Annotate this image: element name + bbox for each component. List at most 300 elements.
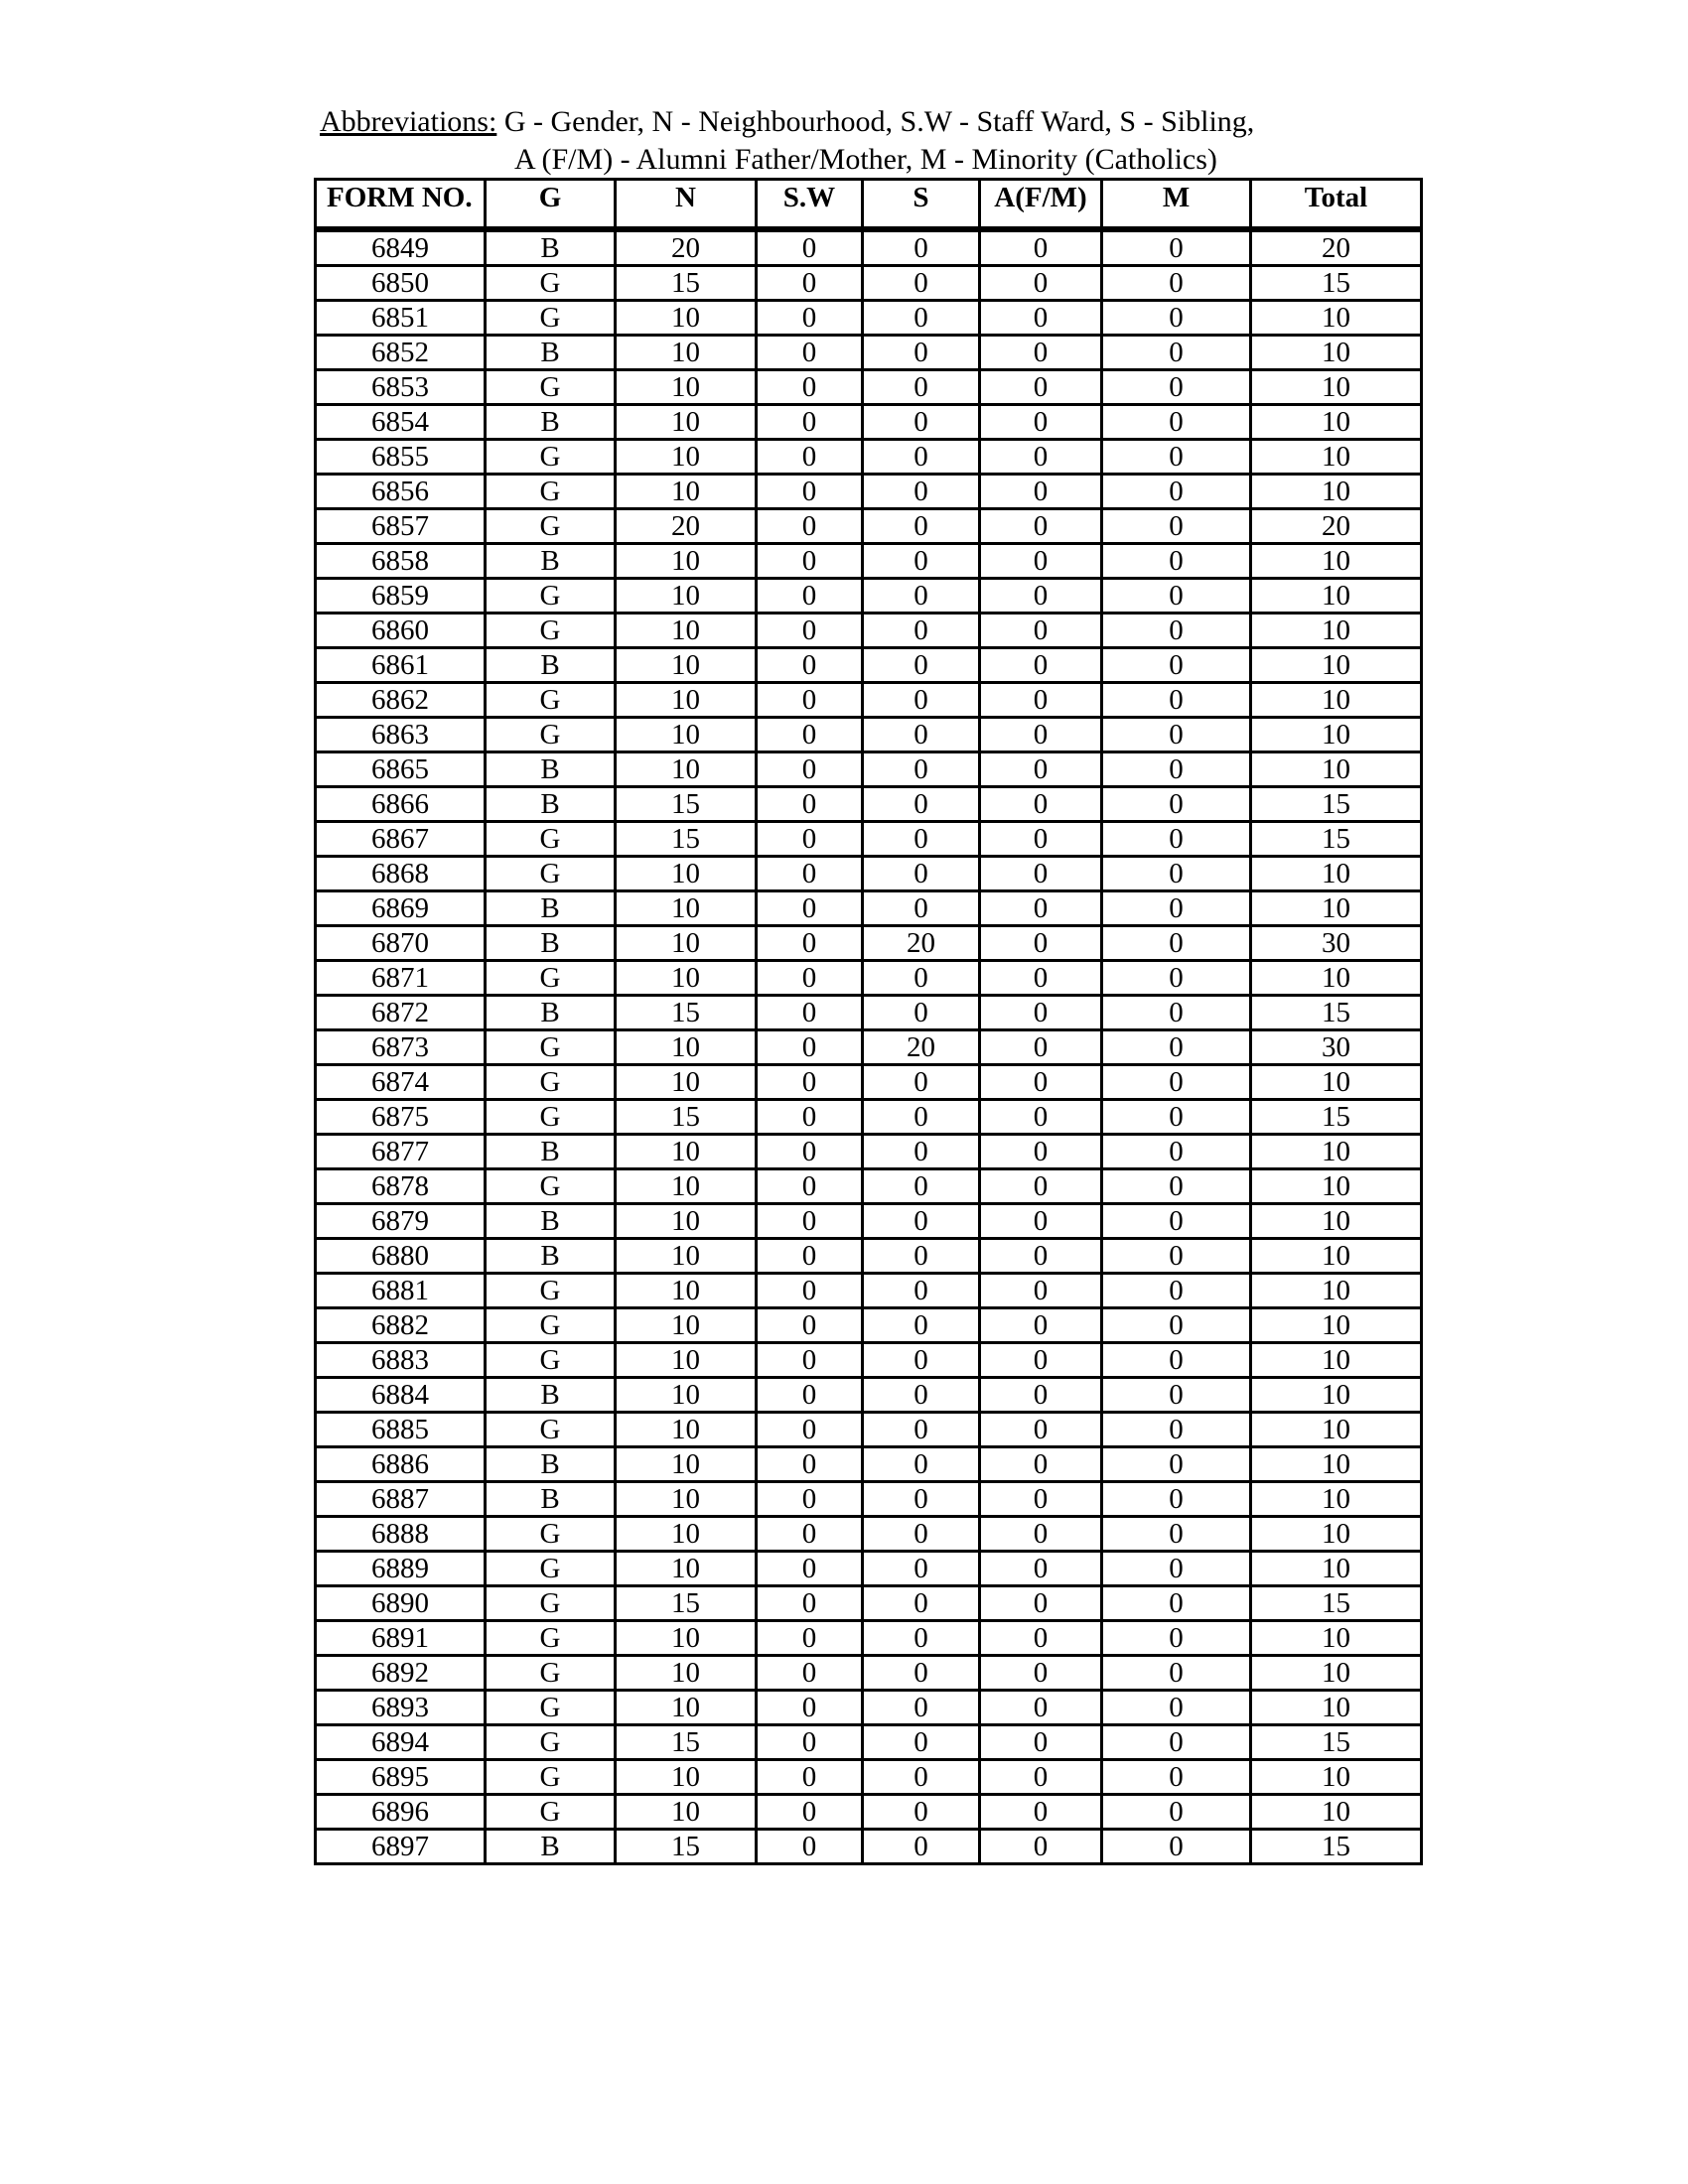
- alumni-cell: 0: [980, 1447, 1102, 1482]
- staff-ward-cell: 0: [757, 370, 863, 405]
- column-header-form-no: FORM NO.: [316, 180, 486, 230]
- total-cell: 10: [1251, 405, 1422, 440]
- sibling-cell: 0: [863, 1135, 980, 1169]
- staff-ward-cell: 0: [757, 1725, 863, 1760]
- form-no-cell: 6849: [316, 229, 486, 266]
- table-row: [316, 1135, 1422, 1169]
- minority-cell: 0: [1102, 475, 1251, 509]
- table-row: [316, 1586, 1422, 1621]
- neighbourhood-cell: 15: [616, 266, 757, 301]
- minority-cell: 0: [1102, 1656, 1251, 1691]
- minority-cell: 0: [1102, 229, 1251, 266]
- total-cell: 15: [1251, 996, 1422, 1030]
- column-header-alumni: A(F/M): [980, 180, 1102, 230]
- form-no-cell: 6891: [316, 1621, 486, 1656]
- minority-cell: 0: [1102, 1795, 1251, 1830]
- minority-cell: 0: [1102, 1030, 1251, 1065]
- alumni-cell: 0: [980, 1621, 1102, 1656]
- alumni-cell: 0: [980, 1517, 1102, 1552]
- table-row: [316, 1725, 1422, 1760]
- minority-cell: 0: [1102, 1308, 1251, 1343]
- gender-cell: G: [486, 266, 616, 301]
- total-cell: 10: [1251, 891, 1422, 926]
- gender-cell: G: [486, 1169, 616, 1204]
- staff-ward-cell: 0: [757, 1760, 863, 1795]
- form-no-cell: 6873: [316, 1030, 486, 1065]
- staff-ward-cell: 0: [757, 718, 863, 752]
- minority-cell: 0: [1102, 1100, 1251, 1135]
- minority-cell: 0: [1102, 579, 1251, 614]
- sibling-cell: 0: [863, 405, 980, 440]
- staff-ward-cell: 0: [757, 926, 863, 961]
- form-no-cell: 6865: [316, 752, 486, 787]
- total-cell: 10: [1251, 1308, 1422, 1343]
- form-no-cell: 6852: [316, 336, 486, 370]
- form-no-cell: 6893: [316, 1691, 486, 1725]
- alumni-cell: 0: [980, 1656, 1102, 1691]
- minority-cell: 0: [1102, 266, 1251, 301]
- table-row: [316, 822, 1422, 857]
- alumni-cell: 0: [980, 961, 1102, 996]
- neighbourhood-cell: 10: [616, 1760, 757, 1795]
- table-row: [316, 509, 1422, 544]
- minority-cell: 0: [1102, 614, 1251, 648]
- total-cell: 10: [1251, 857, 1422, 891]
- gender-cell: B: [486, 1378, 616, 1413]
- staff-ward-cell: 0: [757, 891, 863, 926]
- staff-ward-cell: 0: [757, 787, 863, 822]
- form-no-cell: 6867: [316, 822, 486, 857]
- sibling-cell: 0: [863, 996, 980, 1030]
- staff-ward-cell: 0: [757, 1691, 863, 1725]
- gender-cell: G: [486, 1030, 616, 1065]
- form-no-cell: 6854: [316, 405, 486, 440]
- form-no-cell: 6875: [316, 1100, 486, 1135]
- minority-cell: 0: [1102, 1169, 1251, 1204]
- gender-cell: G: [486, 475, 616, 509]
- table-row: [316, 1204, 1422, 1239]
- gender-cell: B: [486, 1830, 616, 1864]
- form-no-cell: 6868: [316, 857, 486, 891]
- table-row: [316, 1343, 1422, 1378]
- sibling-cell: 0: [863, 1378, 980, 1413]
- neighbourhood-cell: 10: [616, 1517, 757, 1552]
- sibling-cell: 0: [863, 683, 980, 718]
- staff-ward-cell: 0: [757, 1378, 863, 1413]
- neighbourhood-cell: 10: [616, 336, 757, 370]
- sibling-cell: 0: [863, 787, 980, 822]
- alumni-cell: 0: [980, 718, 1102, 752]
- alumni-cell: 0: [980, 614, 1102, 648]
- alumni-cell: 0: [980, 1482, 1102, 1517]
- sibling-cell: 0: [863, 1586, 980, 1621]
- minority-cell: 0: [1102, 718, 1251, 752]
- gender-cell: G: [486, 961, 616, 996]
- sibling-cell: 0: [863, 1621, 980, 1656]
- gender-cell: B: [486, 752, 616, 787]
- column-header-gender: G: [486, 180, 616, 230]
- total-cell: 10: [1251, 1517, 1422, 1552]
- total-cell: 10: [1251, 440, 1422, 475]
- gender-cell: G: [486, 1691, 616, 1725]
- total-cell: 10: [1251, 1274, 1422, 1308]
- minority-cell: 0: [1102, 648, 1251, 683]
- form-no-cell: 6855: [316, 440, 486, 475]
- form-no-cell: 6894: [316, 1725, 486, 1760]
- sibling-cell: 0: [863, 1795, 980, 1830]
- neighbourhood-cell: 10: [616, 1378, 757, 1413]
- alumni-cell: 0: [980, 301, 1102, 336]
- neighbourhood-cell: 20: [616, 509, 757, 544]
- minority-cell: 0: [1102, 1482, 1251, 1517]
- alumni-cell: 0: [980, 1760, 1102, 1795]
- staff-ward-cell: 0: [757, 1656, 863, 1691]
- sibling-cell: 0: [863, 1065, 980, 1100]
- neighbourhood-cell: 10: [616, 1656, 757, 1691]
- sibling-cell: 0: [863, 961, 980, 996]
- sibling-cell: 0: [863, 1517, 980, 1552]
- neighbourhood-cell: 10: [616, 1274, 757, 1308]
- alumni-cell: 0: [980, 1378, 1102, 1413]
- minority-cell: 0: [1102, 1552, 1251, 1586]
- table-row: [316, 683, 1422, 718]
- admission-points-table: [314, 178, 1423, 1865]
- minority-cell: 0: [1102, 752, 1251, 787]
- minority-cell: 0: [1102, 891, 1251, 926]
- table-row: [316, 579, 1422, 614]
- table-row: [316, 891, 1422, 926]
- minority-cell: 0: [1102, 1447, 1251, 1482]
- sibling-cell: 20: [863, 1030, 980, 1065]
- minority-cell: 0: [1102, 1691, 1251, 1725]
- neighbourhood-cell: 10: [616, 926, 757, 961]
- total-cell: 30: [1251, 926, 1422, 961]
- table-row: [316, 1482, 1422, 1517]
- staff-ward-cell: 0: [757, 1795, 863, 1830]
- abbreviations-line-1: [320, 103, 1254, 141]
- neighbourhood-cell: 10: [616, 1343, 757, 1378]
- gender-cell: B: [486, 891, 616, 926]
- total-cell: 10: [1251, 1378, 1422, 1413]
- column-header-staff-ward: S.W: [757, 180, 863, 230]
- table-row: [316, 1552, 1422, 1586]
- gender-cell: G: [486, 440, 616, 475]
- gender-cell: B: [486, 1447, 616, 1482]
- minority-cell: 0: [1102, 1517, 1251, 1552]
- alumni-cell: 0: [980, 1343, 1102, 1378]
- alumni-cell: 0: [980, 1552, 1102, 1586]
- form-no-cell: 6863: [316, 718, 486, 752]
- neighbourhood-cell: 10: [616, 718, 757, 752]
- minority-cell: 0: [1102, 961, 1251, 996]
- total-cell: 10: [1251, 475, 1422, 509]
- sibling-cell: 0: [863, 336, 980, 370]
- staff-ward-cell: 0: [757, 229, 863, 266]
- alumni-cell: 0: [980, 996, 1102, 1030]
- neighbourhood-cell: 10: [616, 1621, 757, 1656]
- table-row: [316, 475, 1422, 509]
- total-cell: 10: [1251, 961, 1422, 996]
- alumni-cell: 0: [980, 1239, 1102, 1274]
- gender-cell: G: [486, 1586, 616, 1621]
- form-no-cell: 6850: [316, 266, 486, 301]
- sibling-cell: 0: [863, 475, 980, 509]
- neighbourhood-cell: 10: [616, 1308, 757, 1343]
- table-row: [316, 1169, 1422, 1204]
- alumni-cell: 0: [980, 336, 1102, 370]
- sibling-cell: 0: [863, 1552, 980, 1586]
- gender-cell: B: [486, 1135, 616, 1169]
- gender-cell: B: [486, 405, 616, 440]
- staff-ward-cell: 0: [757, 996, 863, 1030]
- gender-cell: G: [486, 1343, 616, 1378]
- alumni-cell: 0: [980, 822, 1102, 857]
- staff-ward-cell: 0: [757, 822, 863, 857]
- form-no-cell: 6895: [316, 1760, 486, 1795]
- table-row: [316, 1621, 1422, 1656]
- minority-cell: 0: [1102, 405, 1251, 440]
- gender-cell: G: [486, 1795, 616, 1830]
- table-row: [316, 996, 1422, 1030]
- total-cell: 10: [1251, 1135, 1422, 1169]
- alumni-cell: 0: [980, 1169, 1102, 1204]
- column-header-neighbourhood: N: [616, 180, 757, 230]
- form-no-cell: 6879: [316, 1204, 486, 1239]
- alumni-cell: 0: [980, 1135, 1102, 1169]
- minority-cell: 0: [1102, 336, 1251, 370]
- minority-cell: 0: [1102, 857, 1251, 891]
- form-no-cell: 6887: [316, 1482, 486, 1517]
- total-cell: 15: [1251, 787, 1422, 822]
- neighbourhood-cell: 10: [616, 579, 757, 614]
- total-cell: 10: [1251, 544, 1422, 579]
- sibling-cell: 0: [863, 1308, 980, 1343]
- total-cell: 10: [1251, 648, 1422, 683]
- neighbourhood-cell: 15: [616, 1725, 757, 1760]
- gender-cell: G: [486, 1621, 616, 1656]
- column-header-minority: M: [1102, 180, 1251, 230]
- table-row: [316, 370, 1422, 405]
- sibling-cell: 0: [863, 857, 980, 891]
- neighbourhood-cell: 10: [616, 683, 757, 718]
- total-cell: 10: [1251, 1656, 1422, 1691]
- sibling-cell: 0: [863, 544, 980, 579]
- staff-ward-cell: 0: [757, 405, 863, 440]
- staff-ward-cell: 0: [757, 683, 863, 718]
- column-header-total: Total: [1251, 180, 1422, 230]
- alumni-cell: 0: [980, 1204, 1102, 1239]
- form-no-cell: 6871: [316, 961, 486, 996]
- table-row: [316, 718, 1422, 752]
- neighbourhood-cell: 15: [616, 822, 757, 857]
- alumni-cell: 0: [980, 1830, 1102, 1864]
- table-row: [316, 1378, 1422, 1413]
- total-cell: 10: [1251, 1413, 1422, 1447]
- sibling-cell: 20: [863, 926, 980, 961]
- form-no-cell: 6884: [316, 1378, 486, 1413]
- neighbourhood-cell: 10: [616, 1691, 757, 1725]
- staff-ward-cell: 0: [757, 1239, 863, 1274]
- staff-ward-cell: 0: [757, 1830, 863, 1864]
- neighbourhood-cell: 15: [616, 1830, 757, 1864]
- sibling-cell: 0: [863, 1343, 980, 1378]
- staff-ward-cell: 0: [757, 857, 863, 891]
- minority-cell: 0: [1102, 683, 1251, 718]
- staff-ward-cell: 0: [757, 1621, 863, 1656]
- staff-ward-cell: 0: [757, 266, 863, 301]
- gender-cell: G: [486, 1308, 616, 1343]
- alumni-cell: 0: [980, 1100, 1102, 1135]
- alumni-cell: 0: [980, 1065, 1102, 1100]
- table-row: [316, 1413, 1422, 1447]
- abbreviations-line-2: A (F/M) - Alumni Father/Mother, M - Minority (Catholics): [514, 143, 1217, 176]
- total-cell: 15: [1251, 822, 1422, 857]
- neighbourhood-cell: 10: [616, 752, 757, 787]
- alumni-cell: 0: [980, 752, 1102, 787]
- total-cell: 10: [1251, 614, 1422, 648]
- gender-cell: G: [486, 1274, 616, 1308]
- neighbourhood-cell: 15: [616, 787, 757, 822]
- form-no-cell: 6851: [316, 301, 486, 336]
- neighbourhood-cell: 15: [616, 1100, 757, 1135]
- total-cell: 10: [1251, 301, 1422, 336]
- gender-cell: G: [486, 579, 616, 614]
- staff-ward-cell: 0: [757, 1030, 863, 1065]
- form-no-cell: 6888: [316, 1517, 486, 1552]
- total-cell: 10: [1251, 1204, 1422, 1239]
- form-no-cell: 6856: [316, 475, 486, 509]
- sibling-cell: 0: [863, 1100, 980, 1135]
- sibling-cell: 0: [863, 1482, 980, 1517]
- staff-ward-cell: 0: [757, 1135, 863, 1169]
- staff-ward-cell: 0: [757, 961, 863, 996]
- sibling-cell: 0: [863, 1239, 980, 1274]
- gender-cell: G: [486, 1517, 616, 1552]
- form-no-cell: 6882: [316, 1308, 486, 1343]
- form-no-cell: 6872: [316, 996, 486, 1030]
- staff-ward-cell: 0: [757, 1447, 863, 1482]
- neighbourhood-cell: 10: [616, 1413, 757, 1447]
- minority-cell: 0: [1102, 1135, 1251, 1169]
- minority-cell: 0: [1102, 1621, 1251, 1656]
- neighbourhood-cell: 10: [616, 614, 757, 648]
- sibling-cell: 0: [863, 648, 980, 683]
- alumni-cell: 0: [980, 475, 1102, 509]
- form-no-cell: 6877: [316, 1135, 486, 1169]
- alumni-cell: 0: [980, 1795, 1102, 1830]
- table-row: [316, 1308, 1422, 1343]
- alumni-cell: 0: [980, 787, 1102, 822]
- alumni-cell: 0: [980, 857, 1102, 891]
- gender-cell: G: [486, 683, 616, 718]
- abbreviations-legend: [320, 103, 1254, 179]
- header-row: [316, 180, 1422, 230]
- form-no-cell: 6896: [316, 1795, 486, 1830]
- gender-cell: B: [486, 1482, 616, 1517]
- gender-cell: G: [486, 1413, 616, 1447]
- form-no-cell: 6890: [316, 1586, 486, 1621]
- neighbourhood-cell: 10: [616, 544, 757, 579]
- table-row: [316, 1517, 1422, 1552]
- minority-cell: 0: [1102, 1343, 1251, 1378]
- form-no-cell: 6866: [316, 787, 486, 822]
- sibling-cell: 0: [863, 1656, 980, 1691]
- table-row: [316, 614, 1422, 648]
- total-cell: 10: [1251, 1169, 1422, 1204]
- alumni-cell: 0: [980, 683, 1102, 718]
- staff-ward-cell: 0: [757, 1517, 863, 1552]
- total-cell: 10: [1251, 579, 1422, 614]
- neighbourhood-cell: 15: [616, 1586, 757, 1621]
- minority-cell: 0: [1102, 1204, 1251, 1239]
- alumni-cell: 0: [980, 266, 1102, 301]
- gender-cell: B: [486, 544, 616, 579]
- sibling-cell: 0: [863, 370, 980, 405]
- total-cell: 10: [1251, 1691, 1422, 1725]
- neighbourhood-cell: 10: [616, 1795, 757, 1830]
- table-row: [316, 1795, 1422, 1830]
- minority-cell: 0: [1102, 996, 1251, 1030]
- minority-cell: 0: [1102, 926, 1251, 961]
- gender-cell: G: [486, 1065, 616, 1100]
- total-cell: 15: [1251, 1725, 1422, 1760]
- sibling-cell: 0: [863, 1274, 980, 1308]
- neighbourhood-cell: 10: [616, 857, 757, 891]
- staff-ward-cell: 0: [757, 1586, 863, 1621]
- table-row: [316, 1656, 1422, 1691]
- sibling-cell: 0: [863, 718, 980, 752]
- alumni-cell: 0: [980, 1691, 1102, 1725]
- staff-ward-cell: 0: [757, 1552, 863, 1586]
- minority-cell: 0: [1102, 787, 1251, 822]
- minority-cell: 0: [1102, 370, 1251, 405]
- form-no-cell: 6861: [316, 648, 486, 683]
- staff-ward-cell: 0: [757, 1343, 863, 1378]
- form-no-cell: 6897: [316, 1830, 486, 1864]
- total-cell: 20: [1251, 229, 1422, 266]
- total-cell: 10: [1251, 370, 1422, 405]
- neighbourhood-cell: 10: [616, 1204, 757, 1239]
- minority-cell: 0: [1102, 1274, 1251, 1308]
- staff-ward-cell: 0: [757, 1413, 863, 1447]
- total-cell: 30: [1251, 1030, 1422, 1065]
- total-cell: 10: [1251, 1239, 1422, 1274]
- alumni-cell: 0: [980, 579, 1102, 614]
- staff-ward-cell: 0: [757, 1274, 863, 1308]
- staff-ward-cell: 0: [757, 1100, 863, 1135]
- gender-cell: G: [486, 857, 616, 891]
- total-cell: 15: [1251, 1830, 1422, 1864]
- total-cell: 15: [1251, 266, 1422, 301]
- gender-cell: G: [486, 718, 616, 752]
- table-row: [316, 648, 1422, 683]
- table-row: [316, 1760, 1422, 1795]
- alumni-cell: 0: [980, 891, 1102, 926]
- neighbourhood-cell: 10: [616, 1552, 757, 1586]
- staff-ward-cell: 0: [757, 1169, 863, 1204]
- sibling-cell: 0: [863, 301, 980, 336]
- staff-ward-cell: 0: [757, 336, 863, 370]
- sibling-cell: 0: [863, 509, 980, 544]
- table-header: [316, 180, 1422, 230]
- staff-ward-cell: 0: [757, 1482, 863, 1517]
- sibling-cell: 0: [863, 1413, 980, 1447]
- neighbourhood-cell: 10: [616, 475, 757, 509]
- minority-cell: 0: [1102, 1378, 1251, 1413]
- table-row: [316, 926, 1422, 961]
- gender-cell: G: [486, 1100, 616, 1135]
- table-row: [316, 1239, 1422, 1274]
